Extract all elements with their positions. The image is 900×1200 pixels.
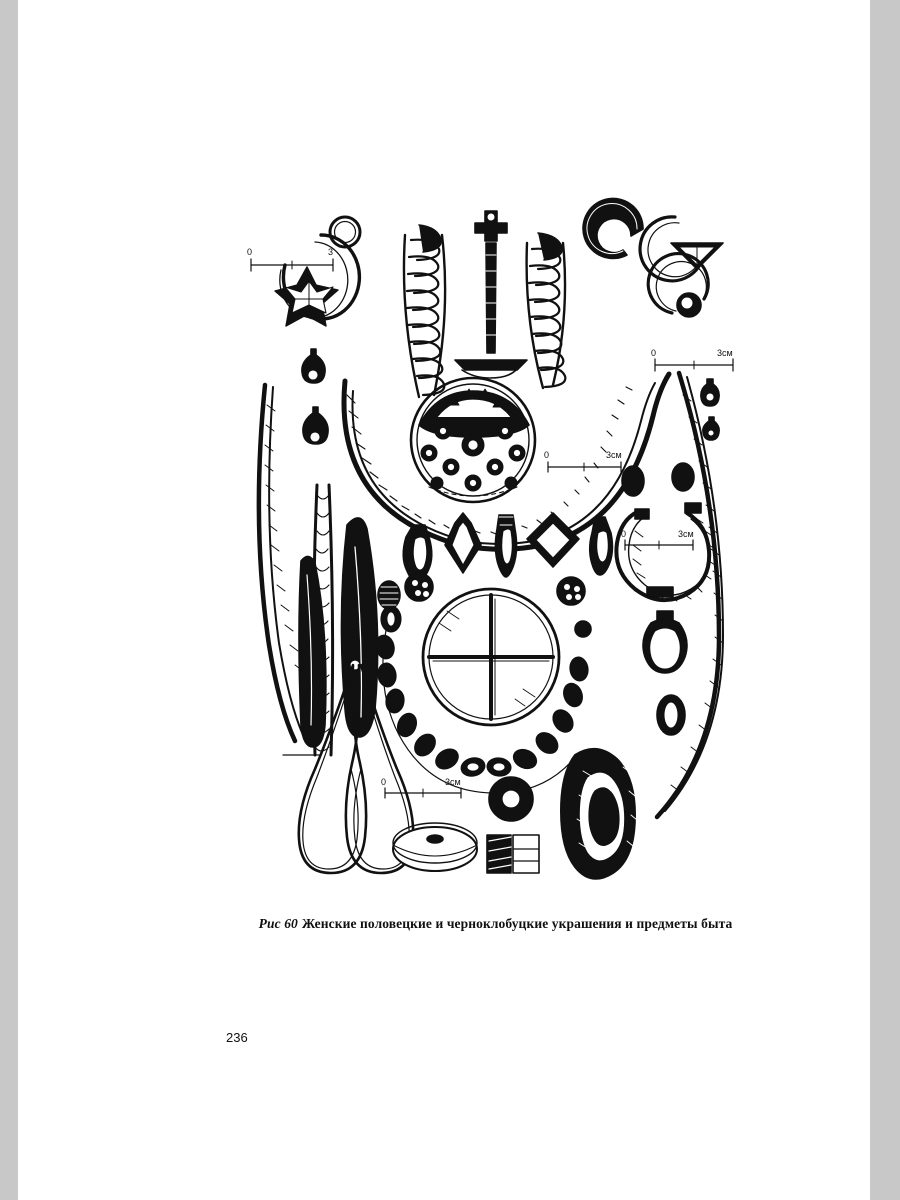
svg-text:0: 0 bbox=[381, 777, 387, 787]
document-page bbox=[18, 0, 870, 1200]
teardrop-pendant-upper bbox=[701, 379, 719, 406]
open-ring bbox=[583, 198, 643, 258]
oval-bead-right bbox=[657, 695, 685, 735]
svg-text:3см: 3см bbox=[717, 348, 733, 358]
scale-top-left bbox=[247, 247, 333, 271]
ornamented-disc-brooch bbox=[411, 378, 535, 502]
earring-with-bead bbox=[648, 254, 708, 317]
figure-caption bbox=[223, 915, 768, 933]
svg-text:3см: 3см bbox=[445, 777, 461, 787]
svg-text:0: 0 bbox=[651, 348, 657, 358]
spiral-bead-strand-left bbox=[404, 225, 445, 397]
ring-bead bbox=[489, 777, 533, 821]
small-ring bbox=[330, 217, 360, 247]
svg-text:0: 0 bbox=[621, 529, 627, 539]
svg-text:0: 0 bbox=[544, 450, 550, 460]
bead-necklace bbox=[373, 573, 591, 793]
svg-text:3см: 3см bbox=[606, 450, 622, 460]
scale-middle bbox=[544, 450, 622, 472]
figure-caption-text: Женские половецкие и черноклобуцкие украшения и предметы быта bbox=[301, 916, 733, 931]
cross-disc-plaque bbox=[423, 589, 559, 725]
oval-openwork-plate bbox=[561, 749, 637, 879]
flat-spindle-whorl bbox=[393, 823, 477, 871]
page-content bbox=[18, 0, 870, 1200]
figure-plate bbox=[223, 195, 768, 895]
striped-beads bbox=[487, 835, 539, 873]
cross-shaped-pin bbox=[455, 211, 527, 378]
pendant-left-upper bbox=[302, 349, 325, 383]
svg-text:0: 0 bbox=[247, 247, 253, 257]
small-beads-right bbox=[622, 463, 694, 496]
svg-text:3: 3 bbox=[328, 247, 334, 257]
figure-number: Рис 60 bbox=[258, 916, 298, 931]
scale-bottom bbox=[381, 777, 461, 798]
pendant-left-lower bbox=[303, 407, 328, 444]
teardrop-pendant-lower bbox=[703, 417, 719, 440]
knife-blade-left bbox=[299, 556, 326, 747]
openwork-bracelet bbox=[616, 503, 715, 601]
scale-right-upper bbox=[651, 348, 733, 371]
temple-ring-with-star-pendant bbox=[275, 235, 359, 326]
spiral-bead-strand-right bbox=[527, 233, 566, 388]
pendant-bell bbox=[643, 611, 687, 673]
page-number: 236 bbox=[226, 1030, 248, 1045]
svg-text:3см: 3см bbox=[678, 529, 694, 539]
